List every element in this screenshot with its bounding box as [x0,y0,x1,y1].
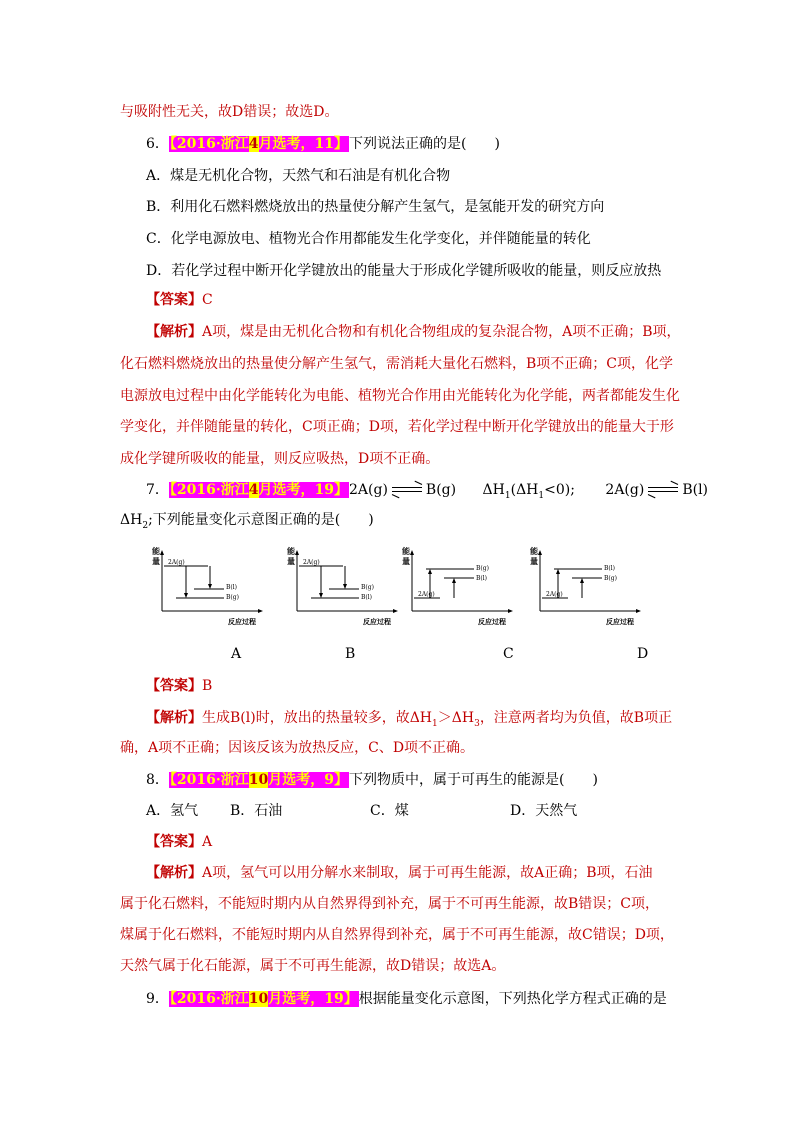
svg-text:能: 能 [152,546,160,556]
svg-text:量: 量 [530,556,538,566]
option-d: D．若化学过程中断开化学键放出的能量大于形成化学键所吸收的能量，则反应放热 [146,263,662,279]
analysis-7-line-1: 【解析】生成B(l)时，放出的热量较多，故$\Delta H_1>\Delta H_3$，注意两者均为负值，故B项正 [146,710,673,729]
continued-analysis-line: 与吸附性无关，故D错误；故选D。 [120,104,339,120]
diagram-label-b: B [345,646,356,662]
option-b: B．石油 [230,803,283,819]
analysis-6-line-3: 电源放电过程中由化学能转化为电能、植物光合作用由光能转化为化学能，两者都能发生化 [120,388,680,404]
option-a: A．氢气 [146,803,199,819]
analysis-6-line-2: 化石燃料燃烧放出的热量使分解产生氢气，需消耗大量化石燃料，B项不正确；C项，化学 [120,356,673,372]
svg-text:量: 量 [152,556,160,566]
analysis-6-line-5: 成化学键所吸收的能量，则反应吸热，D项不正确。 [120,451,440,467]
svg-text:2A(g): 2A(g) [418,591,435,598]
diagram-label-d: D [637,646,649,662]
svg-text:反应过程: 反应过程 [363,617,391,626]
analysis-6-line-1: 【解析】A项，煤是由无机化合物和有机化合物组成的复杂混合物，A项不正确；B项， [146,324,681,340]
answer-8: 【答案】A [146,834,213,850]
energy-diagram-d [528,545,648,630]
option-c: C．煤 [370,803,409,819]
svg-text:2A(g): 2A(g) [546,591,563,598]
svg-text:B(l): B(l) [226,584,238,591]
source-tag: 【2016·浙江10月选考，19】 [169,991,358,1007]
svg-text:B(l): B(l) [361,594,373,601]
energy-diagram-b [285,545,405,630]
option-d: D．天然气 [510,803,578,819]
svg-text:量: 量 [287,556,295,566]
analysis-8-line-1: 【解析】A项，氢气可以用分解水来制取，属于可再生能源，故A正确；B项，石油 [146,865,653,881]
option-c: C．化学电源放电、植物光合作用都能发生化学变化，并伴随能量的转化 [146,231,591,247]
diagram-label-a: A [231,646,242,662]
question-8-options [146,802,577,820]
energy-diagram-c [400,545,520,630]
svg-text:2A(g): 2A(g) [303,559,320,566]
svg-text:B(l): B(l) [476,575,488,582]
equilibrium-arrow-icon [392,485,422,495]
analysis-6-line-4: 学变化，并伴随能量的转化，C项正确；D项，若化学过程中断开化学键放出的能量大于形 [120,419,674,435]
question-number: 6． [146,136,169,152]
question-7-line-2: $\Delta H_2$;下列能量变化示意图正确的是( ) [120,512,374,531]
answer-6: 【答案】C [146,292,213,308]
source-tag: 【2016·浙江4月选考，19】 [169,482,348,498]
svg-text:反应过程: 反应过程 [228,617,256,626]
question-8-header: 8．【2016·浙江10月选考，9】下列物质中，属于可再生的能源是( ) [146,772,598,788]
question-7-header: 7．【2016·浙江4月选考，19】2A(g) B(g) $\Delta H_1(\Delta H_1<0)$; 2A(g) B(l) [146,482,709,501]
svg-text:反应过程: 反应过程 [606,617,634,626]
equilibrium-arrow-icon [648,485,678,495]
analysis-8-line-2: 属于化石燃料，不能短时期内从自然界得到补充，属于不可再生能源，故B错误；C项， [120,896,659,912]
svg-text:能: 能 [287,546,295,556]
svg-text:B(g): B(g) [226,594,239,601]
question-stem: 下列说法正确的是( ) [349,136,500,152]
svg-text:B(g): B(g) [604,575,617,582]
diagram-label-c: C [503,646,514,662]
question-9-header: 9．【2016·浙江10月选考，19】根据能量变化示意图，下列热化学方程式正确的是 [146,991,667,1007]
svg-text:能: 能 [530,546,538,556]
svg-text:B(l): B(l) [604,565,616,572]
option-a: A．煤是无机化合物，天然气和石油是有机化合物 [146,168,451,184]
svg-text:能: 能 [402,546,410,556]
svg-text:B(g): B(g) [476,565,489,572]
answer-7: 【答案】B [146,678,213,694]
svg-text:B(g): B(g) [361,584,374,591]
source-tag: 【2016·浙江10月选考，9】 [169,772,348,788]
source-tag: 【2016·浙江4月选考，11】 [169,136,348,152]
analysis-8-line-3: 煤属于化石燃料，不能短时期内从自然界得到补充，属于不可再生能源，故C错误；D项， [120,927,674,943]
svg-text:反应过程: 反应过程 [478,617,506,626]
analysis-8-line-4: 天然气属于化石能源，属于不可再生能源，故D错误；故选A。 [120,958,506,974]
energy-diagram-a [150,545,270,630]
analysis-7-line-2: 确，A项不正确；因该反该为放热反应，C、D项不正确。 [120,740,475,756]
svg-text:量: 量 [402,556,410,566]
question-6-header [146,135,500,153]
svg-text:2A(g): 2A(g) [168,559,185,566]
option-b: B．利用化石燃料燃烧放出的热量使分解产生氢气，是氢能开发的研究方向 [146,199,605,215]
